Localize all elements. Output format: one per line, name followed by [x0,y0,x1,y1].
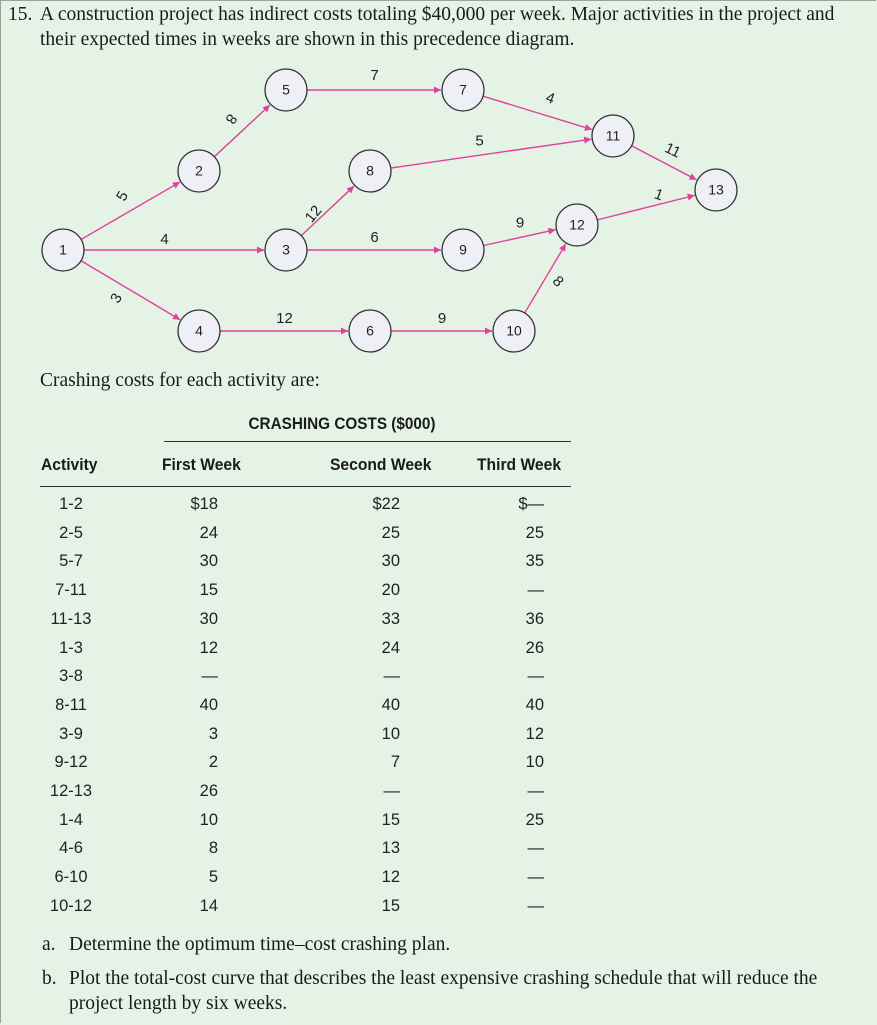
cell-second-week: — [383,782,400,800]
cell-second-week: 15 [381,810,400,829]
table-row [0,868,877,897]
table-row [0,897,877,926]
table-row [0,667,877,696]
cell-first-week: — [201,667,218,686]
table-rule-header [40,486,571,487]
cell-second-week: — [383,667,400,686]
cell-third-week: 10 [525,753,544,772]
edge-9-12 [484,230,556,246]
edge-12-13 [597,195,694,220]
cell-activity: 5-7 [59,552,83,571]
node-13 [695,169,737,211]
node-1 [42,229,84,271]
edge-7-11 [483,96,592,129]
node-label: 13 [708,181,724,198]
node-label: 10 [506,322,522,339]
cell-first-week: 30 [199,552,218,571]
cell-third-week: — [527,896,544,915]
table-row [0,811,877,840]
cell-activity: 9-12 [54,753,88,772]
node-5 [265,69,307,111]
cell-third-week: — [527,782,544,800]
cell-third-week: 36 [525,609,544,628]
edge-label-1-4: 3 [107,290,126,307]
table-row [0,524,877,553]
node-12 [556,204,598,246]
cell-third-week: — [527,581,544,600]
cell-first-week: 3 [208,724,218,743]
cell-activity: 4-6 [59,839,83,858]
cell-second-week: 40 [381,695,400,714]
edge-label-1-3: 4 [160,230,169,248]
table-row [0,610,877,639]
cell-second-week: 7 [390,753,400,772]
problem-number: 15. [8,4,33,25]
cell-first-week: 2 [208,753,218,772]
cell-third-week: — [527,839,544,858]
edge-1-4 [81,261,180,320]
edge-8-11 [391,139,591,168]
cell-first-week: 10 [199,810,218,829]
node-6 [349,310,391,352]
cell-activity: 3-9 [59,724,83,743]
edge-2-5 [214,105,270,157]
edge-label-1-2: 5 [113,188,132,205]
cell-second-week: 13 [381,839,400,858]
table-row [0,495,877,524]
cell-second-week: 20 [381,581,400,600]
cell-third-week: 25 [525,810,544,829]
cell-activity: 1-4 [59,810,83,829]
cell-first-week: 26 [199,782,218,800]
cell-second-week: 15 [381,896,400,915]
node-label: 2 [195,162,203,179]
node-8 [349,150,391,192]
node-10 [493,310,535,352]
node-label: 11 [605,127,621,144]
question-parts [42,932,872,1025]
edge-label-4-6: 12 [276,309,293,327]
cell-third-week: 40 [525,695,544,714]
cell-activity: 10-12 [49,896,93,915]
cell-activity: 6-10 [54,868,88,887]
cell-third-week: 35 [525,552,544,571]
cell-third-week: $— [518,495,544,513]
header-first-week: First Week [162,455,241,474]
node-label: 1 [59,241,67,258]
header-third-week: Third Week [477,455,562,474]
cell-activity: 1-3 [59,638,83,657]
node-2 [178,150,220,192]
table-row [0,839,877,868]
part-b-label: b. [42,968,57,989]
cell-first-week: 5 [208,868,218,887]
node-label: 5 [282,81,290,98]
problem-text: A construction project has indirect costs totaling $40,000 per week. Major activities in the project and their expected times in weeks are shown in this precedence diagram. [40,4,835,50]
cell-first-week: 8 [208,839,218,858]
cell-first-week: 15 [199,581,218,600]
table-row [0,581,877,610]
edge-label-11-13: 11 [662,139,684,162]
cell-second-week: 30 [381,552,400,571]
node-label: 4 [195,322,203,339]
edge-label-2-5: 8 [221,110,241,128]
edge-label-3-8: 12 [301,202,326,227]
table-row [0,725,877,754]
node-label: 12 [569,216,585,233]
crashing-intro: Crashing costs for each activity are: [40,370,320,391]
cell-second-week: 12 [381,868,400,887]
cell-second-week: 25 [381,523,400,542]
edge-label-6-10: 9 [437,309,447,327]
cell-second-week: 33 [381,609,400,628]
cell-activity: 2-5 [59,523,83,542]
header-second-week: Second Week [330,455,432,474]
cell-activity: 3-8 [59,667,83,686]
cell-activity: 11-13 [50,609,92,628]
cell-activity: 12-13 [49,782,93,800]
table-row [0,696,877,725]
node-label: 6 [366,322,374,339]
cell-second-week: $22 [372,495,400,513]
cell-second-week: 24 [381,638,400,657]
node-9 [442,229,484,271]
cell-second-week: 10 [381,724,400,743]
cell-activity: 8-11 [55,695,87,714]
part-a-label: a. [42,934,56,955]
cell-first-week: 14 [199,896,218,915]
edge-label-8-11: 5 [475,132,484,150]
node-11 [592,115,634,157]
cell-third-week: — [527,868,544,887]
node-label: 3 [282,241,290,258]
node-3 [265,229,307,271]
node-7 [442,69,484,111]
node-label: 9 [459,241,467,258]
edge-label-5-7: 7 [370,66,379,84]
cell-activity: 1-2 [59,495,83,513]
cell-first-week: $18 [190,495,218,513]
table-rule-top [164,441,571,442]
part-b [42,966,872,1016]
edge-label-3-9: 6 [370,228,379,246]
edge-label-7-11: 4 [543,89,558,108]
cell-third-week: — [527,667,544,686]
node-label: 8 [366,162,374,179]
node-label: 7 [459,81,467,98]
diagram-edges [81,67,696,331]
cell-first-week: 12 [199,638,218,657]
cell-third-week: 26 [525,638,544,657]
edge-label-10-12: 8 [548,272,567,291]
part-b-text: Plot the total-cost curve that describes the least expensive crashing schedule that will reduce the project length by six weeks. [69,968,818,1014]
part-a-text: Determine the optimum time–cost crashing plan. [69,934,451,955]
table-title: CRASHING COSTS ($000) [248,414,436,433]
node-4 [178,310,220,352]
table-row [0,753,877,782]
part-a [42,932,872,957]
cell-third-week: 12 [525,724,544,743]
edge-label-12-13: 1 [651,185,666,205]
edge-label-9-12: 9 [515,214,525,232]
cell-first-week: 30 [199,609,218,628]
table-row [0,782,877,811]
table-row [0,552,877,581]
cell-first-week: 40 [199,695,218,714]
table-row [0,639,877,668]
cell-third-week: 25 [525,523,544,542]
cell-first-week: 24 [199,523,218,542]
cell-activity: 7-11 [55,581,87,600]
precedence-diagram [0,0,877,370]
header-activity: Activity [41,455,98,474]
